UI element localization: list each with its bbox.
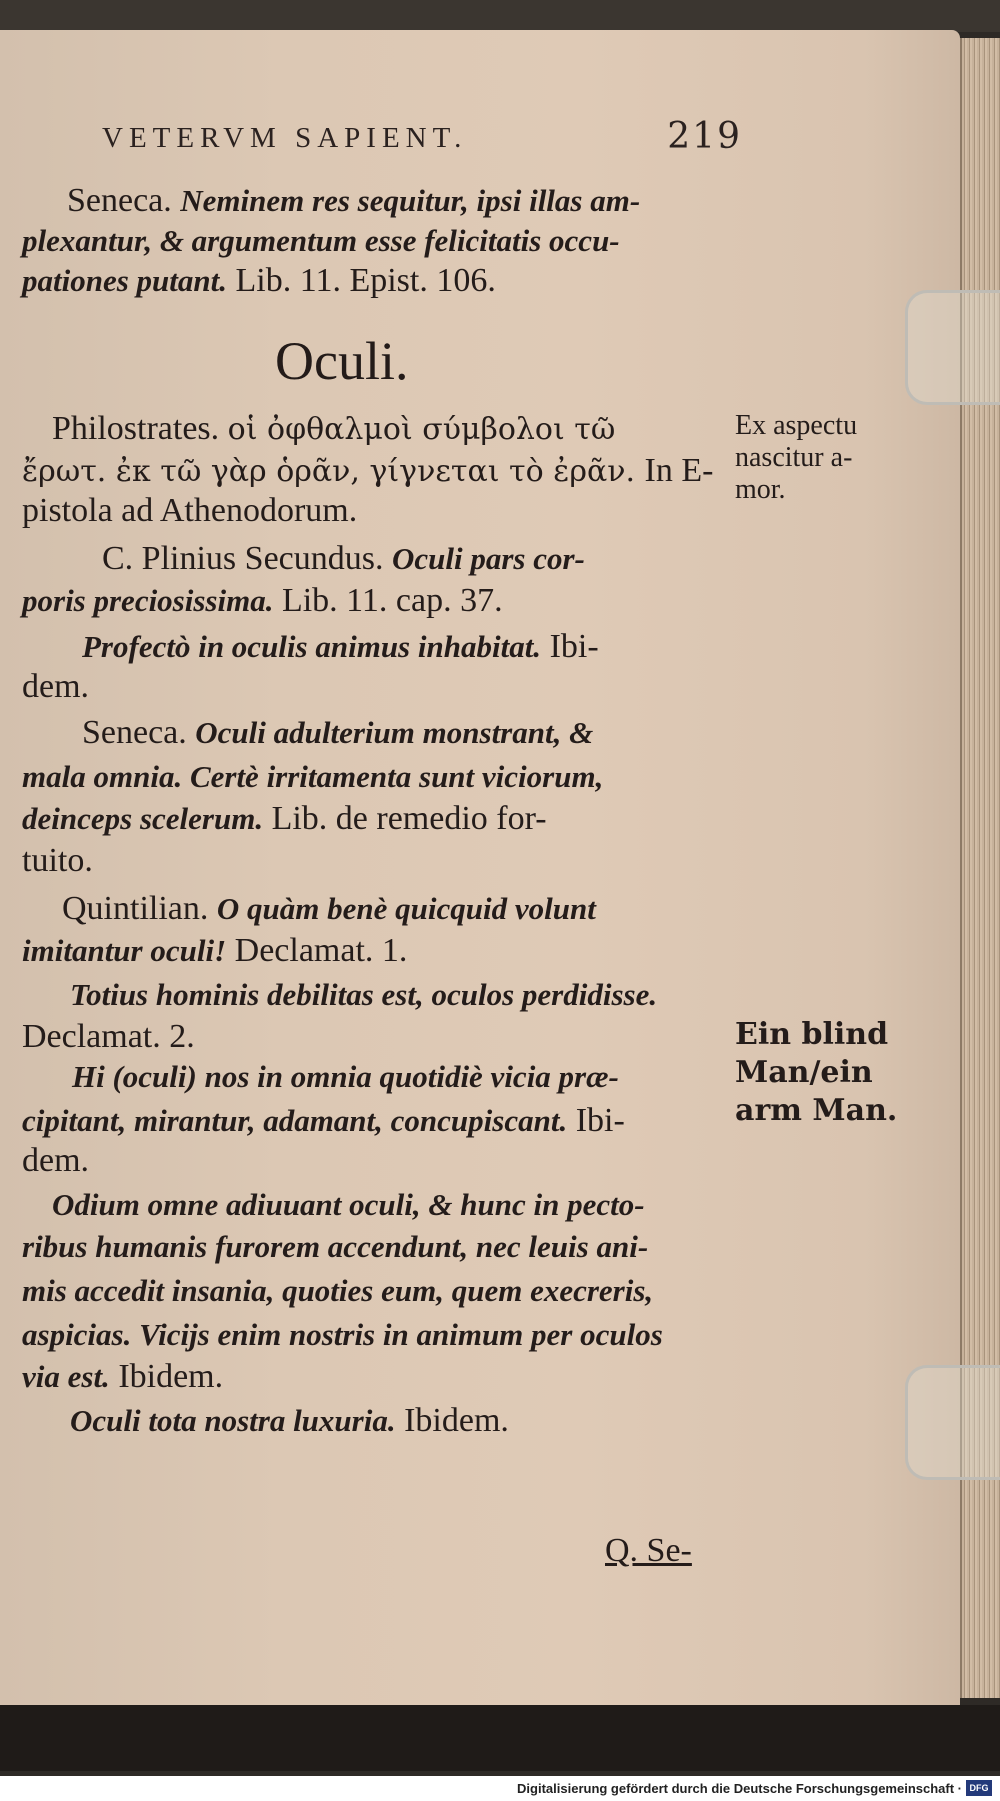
italic-text: poris preciosissima. (22, 583, 274, 618)
italic-text: Oculi tota nostra luxuria. (70, 1403, 396, 1438)
roman-text: Lib. de remedio for- (263, 800, 547, 837)
margin-note-line: Ex aspectu (735, 410, 858, 441)
italic-text: Oculi pars cor- (391, 541, 585, 576)
roman-text: Quintilian. (62, 890, 217, 927)
text-line (22, 1140, 89, 1181)
footer-credit-bar (0, 1776, 1000, 1801)
italic-text: Neminem res sequitur, ipsi illas am- (180, 183, 641, 218)
roman-text: Ibidem. (109, 1358, 224, 1395)
margin-note-line: Ein blind (735, 1017, 889, 1052)
italic-text: Totius hominis debilitas est, oculos perdidisse. (70, 977, 658, 1012)
text-line (52, 408, 615, 450)
italic-text: ribus humanis furorem accendunt, nec leuis ani- (22, 1229, 649, 1264)
text-line (67, 180, 640, 221)
italic-text: cipitant, mirantur, adamant, concupiscant. (22, 1103, 568, 1138)
roman-text: Declamat. 2. (22, 1018, 195, 1055)
roman-text: tuito. (22, 842, 93, 879)
text-line (22, 840, 93, 881)
text-line (22, 1356, 223, 1397)
text-line (22, 798, 547, 839)
roman-text: In E- (644, 452, 714, 489)
italic-text: aspicias. Vicijs enim nostris in animum per oculos (22, 1317, 663, 1352)
roman-text: Declamat. 1. (226, 932, 408, 969)
margin-note-ein-blind-man (735, 1016, 897, 1130)
roman-text: Philostrates. (52, 410, 228, 447)
footer-credit: Digitalisierung gefördert durch die Deutsche Forschungsgemeinschaft · (517, 1781, 962, 1796)
text-line (22, 490, 357, 531)
italic-text: mala omnia. Certè irritamenta sunt viciorum, (22, 759, 604, 794)
roman-text: Lib. 11. cap. 37. (273, 582, 503, 619)
italic-text: plexantur, & argumentum esse felicitatis occu- (22, 223, 620, 258)
roman-text: Ibidem. (395, 1402, 509, 1439)
text-line (70, 974, 657, 1015)
text-line (62, 888, 596, 929)
catchword: Q. Se- (605, 1532, 692, 1569)
roman-text: pistola ad Athenodorum. (22, 492, 358, 529)
text-line (22, 220, 620, 261)
page-clip-top (905, 290, 1000, 405)
greek-text: ἔρωτ. ἐκ τῶ γὰρ ὁρᾶν, γίγνεται τὸ ἐρᾶν. (22, 454, 645, 489)
italic-text: O quàm benè quicquid volunt (216, 891, 596, 926)
margin-note-line: nascitur a- (735, 442, 853, 473)
text-line (82, 626, 599, 667)
section-title: Oculi. (275, 331, 409, 391)
roman-text: dem. (22, 668, 90, 705)
italic-text: Odium omne adiuuant oculi, & hunc in pecto- (52, 1187, 645, 1222)
margin-note-line: mor. (735, 474, 786, 505)
italic-text: Hi (oculi) nos in omnia quotidiè vicia præ- (72, 1059, 619, 1094)
roman-text: dem. (22, 1142, 90, 1179)
text-line (22, 756, 603, 797)
italic-text: deinceps scelerum. (22, 801, 264, 836)
italic-text: imitantur oculi! (22, 933, 227, 968)
margin-note-line: Man/ein (735, 1055, 873, 1090)
italic-text: mis accedit insania, quoties eum, quem execreris, (22, 1273, 654, 1308)
text-line (102, 538, 585, 579)
bottom-background (0, 1705, 1000, 1771)
italic-text: pationes putant. (22, 263, 227, 298)
italic-text: Profectò in oculis animus inhabitat. (82, 629, 542, 664)
roman-text: Seneca. (67, 182, 181, 219)
roman-text: Seneca. (82, 714, 196, 751)
text-line (22, 1270, 653, 1311)
running-title: VETERVM SAPIENT. (102, 122, 468, 154)
text-line (22, 1016, 195, 1057)
text-line (72, 1056, 619, 1097)
dfg-logo: DFG (966, 1780, 992, 1796)
text-line (52, 1184, 645, 1225)
top-background (0, 0, 1000, 32)
roman-text: Lib. 11. Epist. 106. (227, 262, 496, 299)
text-line (22, 1314, 663, 1355)
margin-note-line: arm Man. (735, 1093, 898, 1128)
text-line (22, 580, 503, 621)
margin-note-ex-aspectu (735, 410, 857, 506)
text-line (22, 1226, 648, 1267)
text-line (70, 1400, 509, 1441)
roman-text: C. Plinius Secundus. (102, 540, 392, 577)
text-line (22, 1100, 625, 1141)
text-line (82, 712, 593, 753)
page-clip-bottom (905, 1365, 1000, 1480)
italic-text: Oculi adulterium monstrant, & (195, 715, 594, 750)
roman-text: Ibi- (567, 1102, 625, 1139)
text-line (22, 450, 713, 492)
running-header (102, 116, 742, 157)
text-line (22, 260, 496, 301)
page-number: 219 (667, 116, 742, 157)
text-line (22, 930, 407, 971)
greek-text: οἱ ὀφθαλμοὶ σύμβολοι τῶ (227, 412, 616, 447)
italic-text: via est. (22, 1359, 110, 1394)
text-line (22, 666, 89, 707)
roman-text: Ibi- (541, 628, 599, 665)
